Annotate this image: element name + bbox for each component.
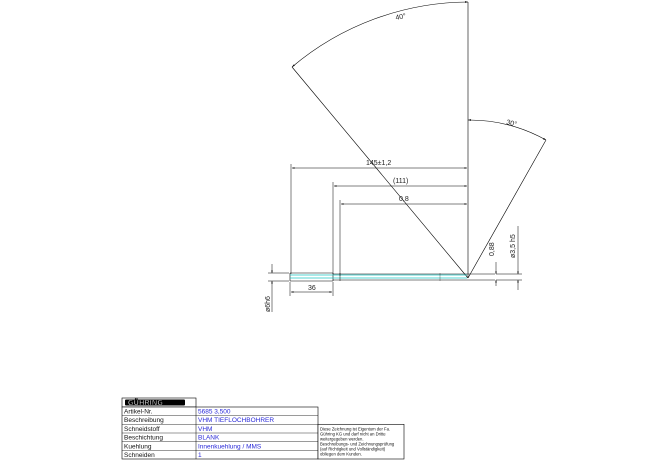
row-label: Schneidstoff: [124, 425, 160, 433]
dimension-shank-length: [290, 282, 333, 296]
dimension-overall-length: [291, 160, 467, 274]
flute-length-label: 0,8: [399, 196, 409, 203]
row-value: 5685 3,500: [198, 408, 231, 416]
row-value: BLANK: [198, 434, 220, 442]
note-line: weitergegeben werden.: [320, 436, 364, 442]
row-value: 1: [198, 452, 202, 459]
dimension-reference-length: [333, 178, 467, 274]
title-row: [124, 417, 274, 424]
company-logo: GÜHRING: [128, 400, 164, 408]
drill-tool-body: [290, 273, 495, 281]
note-line: Beschreibungs- und Zeichnungsprüfung: [320, 441, 395, 447]
note-line: obliegen dem Kunden.: [320, 451, 362, 457]
dimension-drill-diameter: [496, 226, 522, 290]
reference-length-label: (111): [393, 178, 409, 185]
angle-40-label: 40°: [394, 12, 407, 22]
row-label: Kuehlung: [124, 443, 152, 451]
row-label: Artikel-Nr.: [124, 408, 153, 416]
overall-length-label: 145±1,2: [366, 160, 392, 167]
row-label: Schneiden: [124, 452, 155, 459]
row-label: Beschichtung: [124, 434, 164, 442]
shank-length-label: 36: [308, 285, 316, 292]
row-label: Beschreibung: [124, 417, 164, 425]
row-value: VHM TIEFLOCHBOHRER: [198, 417, 275, 425]
note-line: (auf Richtigkeit und Vollständigkeit): [320, 446, 386, 452]
note-line: Diese Zeichnung ist Eigentum der Fa.: [320, 426, 391, 432]
angle-30-construction: [468, 118, 546, 278]
dimension-tip-offset: [489, 242, 496, 286]
row-value: Innenkuehlung / MMS: [198, 443, 262, 451]
note-line: Gühring KG und darf nicht an Dritte: [320, 431, 386, 437]
dimension-shank-diameter: [265, 264, 289, 312]
title-block: [122, 398, 404, 459]
tip-offset-label: 0,88: [489, 242, 496, 256]
drill-diameter-label: ø3,5 h5: [510, 234, 517, 258]
shank-diameter-label: ø6h6: [265, 296, 272, 312]
dimension-flute-length: [340, 196, 467, 276]
row-value: VHM: [198, 425, 213, 433]
angle-30-label: 30°: [505, 119, 518, 129]
angle-40-construction: [292, 2, 468, 278]
